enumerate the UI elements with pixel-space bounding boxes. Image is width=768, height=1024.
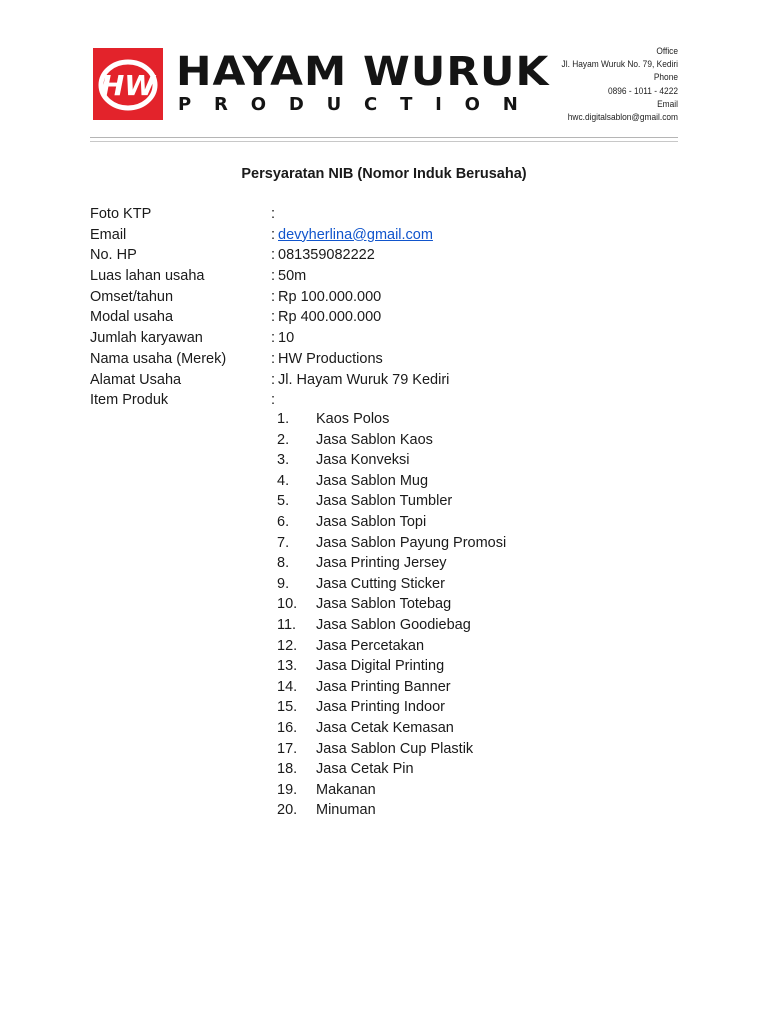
field-row: [90, 328, 690, 349]
field-label: Email: [90, 226, 127, 243]
product-item: [277, 533, 597, 554]
subtitle-letter: C: [364, 94, 378, 115]
contact-line: Jl. Hayam Wuruk No. 79, Kediri: [561, 59, 678, 71]
product-item: [277, 677, 597, 698]
product-number: 20.: [277, 802, 298, 819]
field-row: [90, 307, 690, 328]
product-name: Jasa Sablon Totebag: [316, 596, 452, 613]
field-separator: :: [271, 330, 276, 347]
company-logo: [93, 48, 163, 120]
product-name: Makanan: [316, 781, 376, 798]
field-value: Rp 100.000.000: [278, 288, 382, 305]
field-row: [90, 370, 690, 391]
product-name: Jasa Printing Jersey: [316, 555, 447, 572]
subtitle-letter: I: [435, 94, 442, 115]
field-separator: :: [271, 371, 276, 388]
product-name: Jasa Digital Printing: [316, 658, 445, 675]
product-item: [277, 636, 597, 657]
product-number: 13.: [277, 658, 298, 675]
field-label: Luas lahan usaha: [90, 268, 205, 285]
field-separator: :: [271, 226, 276, 243]
field-row: [90, 204, 690, 225]
product-name: Jasa Percetakan: [316, 637, 425, 654]
product-item: [277, 409, 597, 430]
logo-text: HW: [100, 69, 156, 102]
subtitle-letter: R: [214, 94, 228, 115]
contact-line: hwc.digitalsablon@gmail.com: [567, 112, 678, 124]
product-item: [277, 594, 597, 615]
subtitle-letter: U: [326, 94, 342, 115]
product-number: 9.: [277, 575, 290, 592]
field-label: Omset/tahun: [90, 288, 174, 305]
company-name: HAYAM WURUK: [176, 49, 550, 95]
product-item: [277, 450, 597, 471]
office-contact: [502, 45, 678, 124]
product-name: Minuman: [316, 802, 376, 819]
product-name: Jasa Sablon Payung Promosi: [316, 534, 507, 551]
contact-line: Email: [657, 98, 678, 110]
field-label: Modal usaha: [90, 309, 174, 326]
field-row: [90, 225, 690, 246]
field-value: 081359082222: [278, 247, 375, 264]
product-item: [277, 739, 597, 760]
field-separator: :: [271, 268, 276, 285]
field-value: 10: [278, 330, 295, 347]
field-label: Foto KTP: [90, 206, 152, 222]
field-separator: :: [271, 247, 276, 264]
product-item: [277, 615, 597, 636]
product-name: Kaos Polos: [316, 411, 390, 427]
product-number: 7.: [277, 534, 290, 551]
field-value: Jl. Hayam Wuruk 79 Kediri: [278, 371, 450, 388]
field-row: [90, 390, 690, 411]
product-number: 15.: [277, 699, 298, 716]
product-name: Jasa Konveksi: [316, 452, 410, 469]
field-value: HW Productions: [278, 350, 383, 367]
product-name: Jasa Cutting Sticker: [316, 575, 445, 592]
field-row: [90, 266, 690, 287]
field-separator: :: [271, 206, 276, 222]
product-item: [277, 780, 597, 801]
product-name: Jasa Printing Indoor: [316, 699, 445, 716]
product-number: 8.: [277, 555, 290, 572]
product-item: [277, 553, 597, 574]
product-item: [277, 430, 597, 451]
field-row: [90, 349, 690, 370]
field-separator: :: [271, 288, 276, 305]
requirements-form: [90, 204, 690, 411]
product-number: 12.: [277, 637, 298, 654]
product-name: Jasa Sablon Goodiebag: [316, 616, 471, 633]
header-divider: [90, 137, 678, 138]
field-label: No. HP: [90, 247, 137, 264]
contact-line: 0896 - 1011 - 4222: [607, 85, 678, 97]
product-list: [277, 409, 597, 821]
field-label: Alamat Usaha: [90, 371, 182, 388]
email-link[interactable]: devyherlina@gmail.com: [278, 226, 433, 243]
company-subtitle: [178, 95, 518, 115]
subtitle-letter: T: [400, 94, 413, 115]
product-item: [277, 800, 597, 821]
field-label: Nama usaha (Merek): [90, 350, 227, 367]
product-item: [277, 512, 597, 533]
field-row: [90, 245, 690, 266]
product-number: 11.: [277, 616, 297, 633]
product-name: Jasa Sablon Kaos: [316, 431, 433, 448]
product-name: Jasa Sablon Mug: [316, 472, 429, 489]
document-title: Persyaratan NIB (Nomor Induk Berusaha): [241, 166, 527, 182]
field-row: [90, 287, 690, 308]
logo-mark-icon: [93, 48, 163, 120]
contact-line: Office: [656, 46, 678, 57]
product-item: [277, 697, 597, 718]
product-name: Jasa Printing Banner: [316, 678, 451, 695]
header-divider-secondary: [90, 141, 678, 142]
product-number: 19.: [277, 781, 298, 798]
product-number: 5.: [277, 493, 290, 510]
product-number: 14.: [277, 678, 298, 695]
product-number: 6.: [277, 513, 290, 530]
product-item: [277, 718, 597, 739]
product-number: 16.: [277, 719, 298, 736]
product-name: Jasa Sablon Topi: [316, 513, 427, 530]
product-item: [277, 471, 597, 492]
subtitle-letter: O: [250, 94, 267, 115]
product-number: 4.: [277, 472, 290, 489]
field-value: 50m: [278, 268, 307, 285]
field-separator: :: [271, 309, 276, 326]
product-name: Jasa Cetak Pin: [316, 761, 414, 778]
product-number: 18.: [277, 761, 298, 778]
field-separator: :: [271, 350, 276, 367]
product-item: [277, 491, 597, 512]
product-number: 17.: [277, 740, 298, 757]
product-number: 1.: [277, 411, 290, 427]
contact-line: Phone: [653, 72, 678, 84]
product-number: 3.: [277, 452, 290, 469]
subtitle-letter: D: [288, 94, 304, 115]
field-label: Jumlah karyawan: [90, 330, 203, 347]
product-item: [277, 759, 597, 780]
product-name: Jasa Sablon Cup Plastik: [316, 740, 474, 757]
product-name: Jasa Sablon Tumbler: [316, 493, 453, 510]
product-item: [277, 574, 597, 595]
subtitle-letter: N: [502, 94, 518, 115]
product-name: Jasa Cetak Kemasan: [316, 719, 454, 736]
product-number: 2.: [277, 431, 290, 448]
product-number: 10.: [277, 596, 298, 613]
subtitle-letter: P: [178, 94, 192, 115]
field-value: Rp 400.000.000: [278, 309, 382, 326]
product-item: [277, 656, 597, 677]
field-label: Item Produk: [90, 392, 169, 409]
field-separator: :: [271, 392, 276, 409]
subtitle-letter: O: [464, 94, 480, 115]
